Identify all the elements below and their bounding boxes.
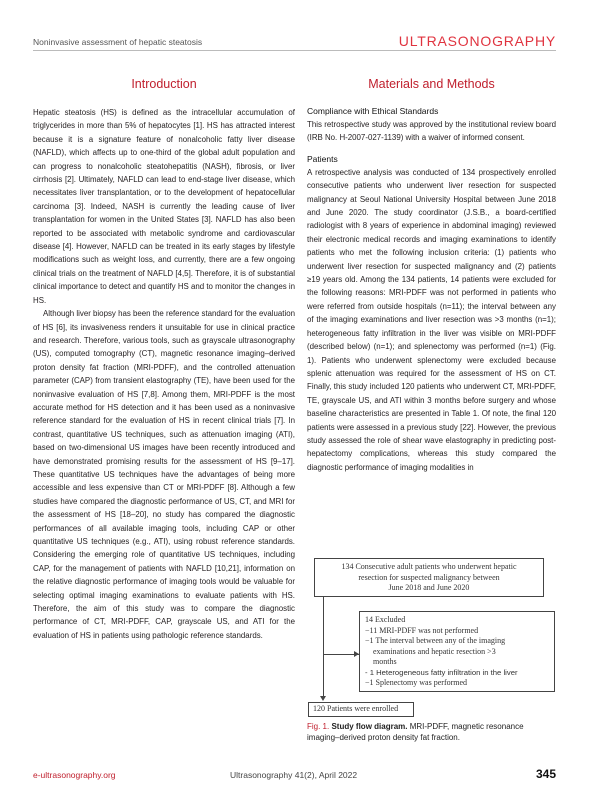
excluded-reason-interval-1: −1 The interval between any of the imaging: [365, 636, 506, 645]
header-rule: [33, 50, 556, 51]
left-column: [33, 77, 295, 642]
excluded-reason-mri: −11 MRI-PDFF was not performed: [365, 625, 479, 635]
intro-paragraph-2: Although liver biopsy has been the reference standard for the evaluation of HS [6], its invasiveness renders it unsuitable for use in clinical practice and research. Therefore, various tools, such as grayscale ultrasonography (US), computed tomography (CT), magnetic resonance imaging–derived proton density fat fraction (MRI-PDFF), and the controlled attenuation parameter (CAP) from transient elastography (TE), have been used for the noninvasive evaluation of HS [7,8]. Among them, MRI-PDFF is the most accurate method for HS detection and it has been used as a noninvasive reference standard for the evaluation of HS in recent clinical trials [7]. In contrast, quantitative US techniques, such as attenuation imaging (ATI), based on two-dimensional US images have been recently introduced and have demonstrated promising results for the assessment of HS [9–17]. These quantitative US techniques have the advantages of being more accessible and less expensive than CT or MRI-PDFF [8]. Although a few studies have compared the diagnostic performance of US, CT, and MRI for the assessment of HS [18–20], no study has compared the diagnostic performances of all available imaging tools, including CAP or other quantitative US techniques (e.g., ATI), using robust reference standards. Considering the emerging role of quantitative US techniques, including CAP, for the management of patients with NAFLD [10,21], information on the relative diagnostic performance of imaging tools would be valuable for selecting optimal imaging examinations to evaluate patients with HS. Therefore, the aim of this study was to compare the diagnostic performance of CT, MRI-PDFF, CAP, grayscale US, and ATI for the evaluation of HS in patients using pathologic reference standards.: [33, 309, 295, 640]
introduction-heading: Introduction: [131, 77, 197, 91]
excluded-reason-splenectomy: −1 Splenectomy was performed: [365, 678, 468, 687]
excluded-reason-interval-3: months: [373, 657, 397, 666]
patients-paragraph: A retrospective analysis was conducted of 134 prospectively enrolled consecutive patients who underwent liver resection for suspected malignancy at Seoul National University Hospital between June 2018 and June 2020. The study coordinator (J.S.B., a board-certified radiologist with 8 years of experience in abdominal imaging) reviewed their electronic medical records and imaging examinations to identify patients who met the following inclusion criteria: (1) patients who underwent liver resection for suspected malignancy and (2) patients ≥19 years old. Among the 134 patients, 14 patients were excluded for the following reasons: MRI-PDFF was not performed in patients who were referred from outside hospitals (n=11); the interval between any of the imaging examinations and liver resection was >3 months (n=1); heterogeneous fatty infiltration in the liver was visible on MRI-PDFF (described below) (n=1); and splenectomy was performed (n=1) (Fig. 1). Patients who underwent splenectomy were excluded because splenic attenuation was required for the assessment of HS on CT. Finally, this study included 120 patients who underwent CT, MRI-PDFF, TE, grayscale US, and ATI within 3 months before surgery and whose baseline characteristics are presented in Table 1. Of note, the final 120 patients were assessed in a previous study [22]. However, the previous study assessed the role of shear wave elastography in predicting post-hepatectomy complications, whereas this study compared the diagnostic performance of imaging modalities in: [307, 167, 556, 472]
intro-paragraph-1: Hepatic steatosis (HS) is defined as the intracellular accumulation of triglycerides in more than 5% of hepatocytes [1]. HS has attracted interest because it is a signature feature of nonalcoholic fatty liver disease (NAFLD), which affects up to one-third of the global adult population and can progress to nonalcoholic steatohepatitis (NASH), fibrosis, or liver cirrhosis [2]. Ultimately, NAFLD can lead to end-stage liver disease, which necessitates liver transplantation, or to the development of hepatocellular carcinoma [3]. Indeed, NASH is currently the leading cause of liver transplantation for women in the United States [3]. NAFLD has also been reported to be associated with metabolic syndrome and cardiovascular disease [4]. However, NAFLD can be treated in its early stages by lifestyle modifications such as weight loss, and currently, there are a few ongoing clinical trials on the treatment of NAFLD [4,5]. Therefore, it is of substantial clinical importance to detect and quantify HS and to monitor the changes in HS.: [33, 108, 295, 305]
running-title: Noninvasive assessment of hepatic steatosis: [33, 37, 203, 47]
figure-caption: [307, 721, 557, 743]
page-number: 345: [535, 767, 556, 781]
excluded-reason-interval-2: examinations and hepatic resection >3: [373, 646, 496, 656]
excluded-reason-heterogeneous: - 1 Heterogeneous fatty infiltration in the liver: [365, 667, 518, 677]
flow-connector-vertical: [323, 597, 324, 697]
journal-name: ULTRASONOGRAPHY: [398, 33, 556, 49]
flow-box-enrolled: 120 Patients were enrolled: [308, 702, 414, 717]
right-column: [307, 77, 556, 474]
flow-top-line-1: 134 Consecutive adult patients who underwent hepatic: [341, 562, 517, 571]
flow-top-line-2: resection for suspected malignancy between: [358, 572, 500, 582]
patients-subheading: Patients: [307, 153, 338, 164]
arrow-down-icon: [320, 696, 326, 701]
footer-site[interactable]: e-ultrasonography.org: [33, 770, 116, 780]
figure-caption-text: MRI-PDFF, magnetic resonance imaging–derived proton density fat fraction.: [307, 722, 524, 742]
flow-top-line-3: June 2018 and June 2020: [388, 583, 470, 592]
figure-title: Study flow diagram.: [331, 722, 408, 731]
excluded-title: 14 Excluded: [365, 615, 406, 624]
methods-heading: Materials and Methods: [368, 77, 495, 91]
flow-box-excluded: [359, 611, 555, 692]
flow-box-consecutive: [314, 558, 544, 597]
ethics-subheading: Compliance with Ethical Standards: [307, 106, 439, 116]
footer-issue: Ultrasonography 41(2), April 2022: [230, 770, 358, 780]
study-flow-diagram: [307, 558, 556, 718]
figure-label: Fig. 1.: [307, 722, 330, 731]
ethics-paragraph: This retrospective study was approved by the institutional review board (IRB No. H-2007-027-1139) with a waiver of informed consent.: [307, 120, 556, 143]
